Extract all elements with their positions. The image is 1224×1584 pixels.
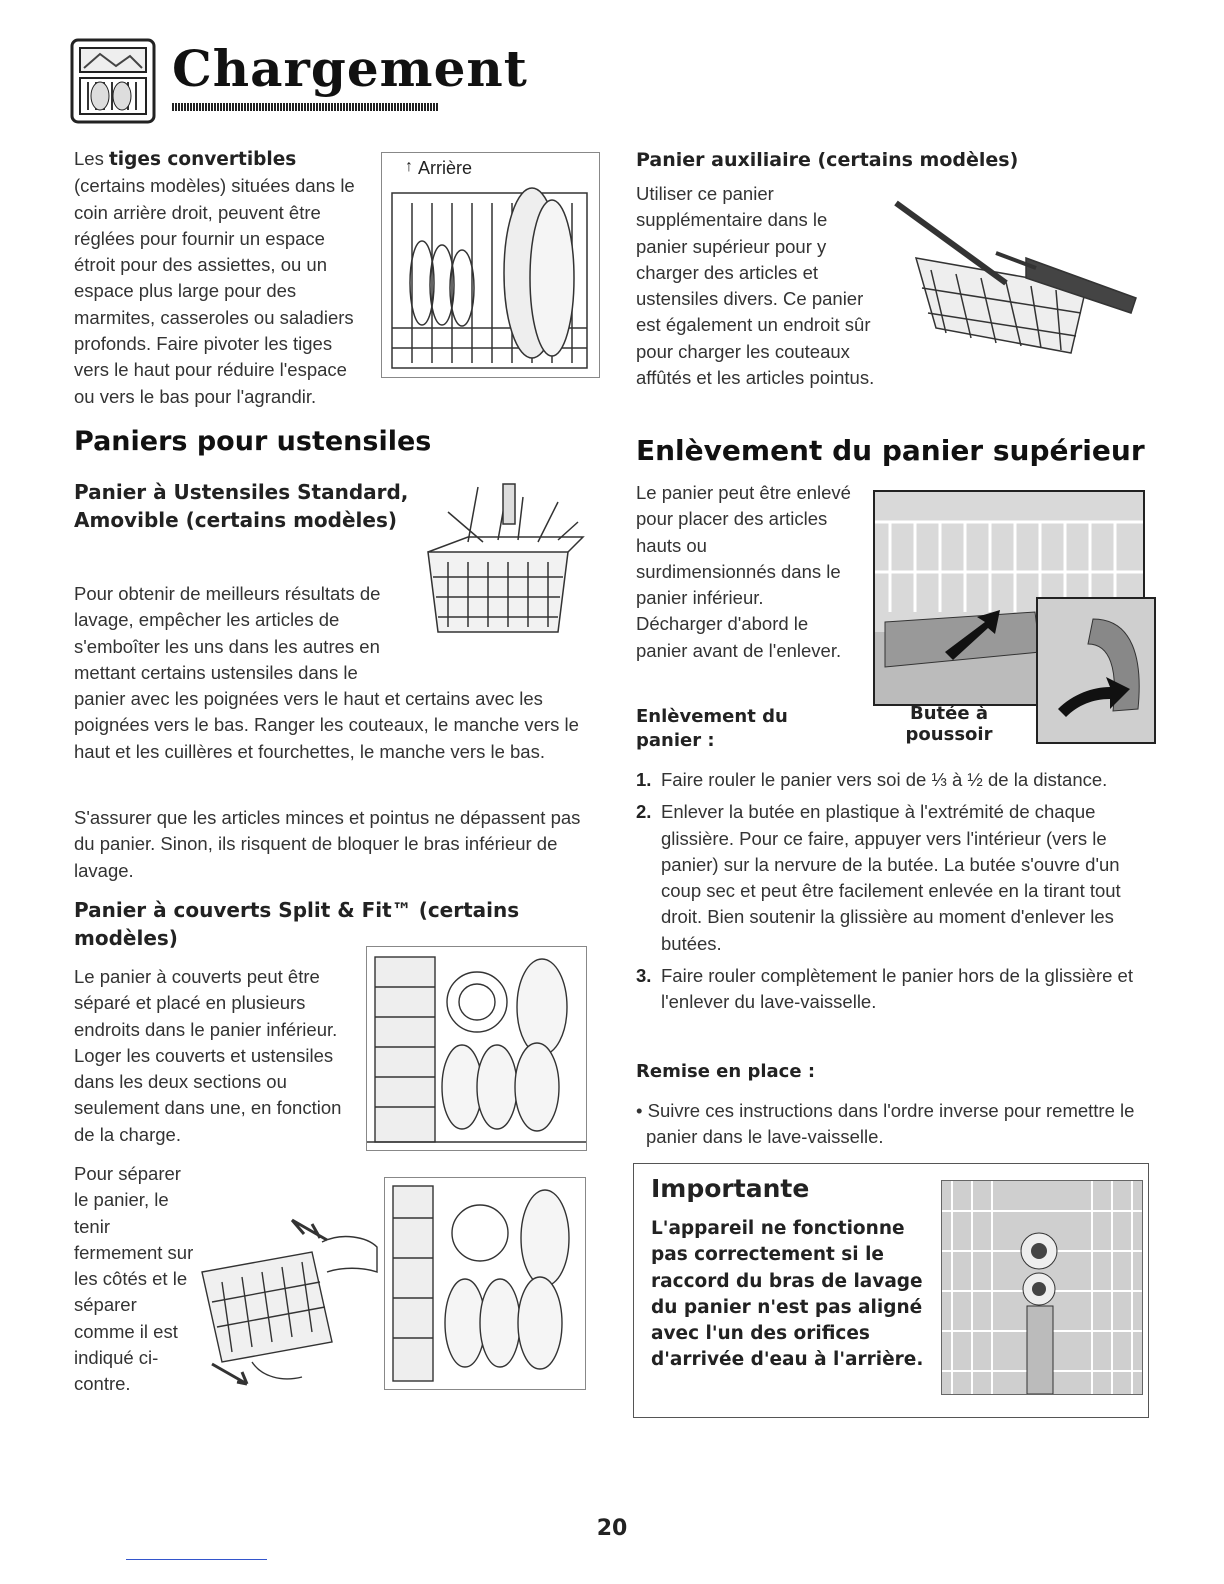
split-fit-heading: Panier à couverts Split & Fit™ (certains modèles) [74,898,520,950]
lower-rack-figure-1 [366,946,587,1151]
split-fit-para2-text: Pour séparer le panier, le tenir fermement sur les côtés et le séparer comme il est indiqué ci-contre. [74,1163,194,1395]
arrow-up-icon: ↑ [405,158,413,175]
step-2 [636,799,1151,957]
step-1-num: 1. [636,769,652,790]
enlevement-subheading: Enlèvement du panier : [636,706,788,751]
tiges-text-pre: Les [74,148,109,169]
title-underline [172,103,438,111]
step-3-text: Faire rouler complètement le panier hors de la glissière et l'enlever du lave-vaisselle. [661,965,1133,1013]
enlevement-intro: Le panier peut être enlevé pour placer des articles hauts ou surdimensionnés dans le panier inférieur. Décharger d'abord le panier avant de l'enlever. [636,482,851,661]
step-3-num: 3. [636,965,652,987]
dishwasher-icon [70,38,156,124]
remise-heading: Remise en place : [636,1061,816,1082]
butee-label: Butée à poussoir [905,703,993,745]
standard-para2: S'assurer que les articles minces et pointus ne dépassent pas du panier. Sinon, ils risquent de bloquer le bras inférieur de lavage. [74,807,581,881]
tiges-paragraph [74,146,579,410]
importante-heading: Importante [651,1174,810,1203]
auxiliaire-text: Utiliser ce panier supplémentaire dans le panier supérieur pour y charger des articles et ustensiles divers. Ce panier est également un endroit sûr pour charger les couteaux affûtés et les articles pointus. [636,183,875,389]
tiges-bold: tiges convertibles [108,149,297,170]
standard-para1 [74,581,584,765]
spray-arm-figure [941,1180,1143,1395]
page-title: Chargement [172,39,528,98]
standard-para1-text: Pour obtenir de meilleurs résultats de lavage, empêcher les articles de s'emboîter les uns dans les autres en mettant certains ustensiles dans le panier avec les poignées vers le haut et certains avec les poignées vers le bas. Ranger les couteaux, le manche vers le haut et les cuillères et fourchettes, le manche vers le bas. [74,583,579,762]
step-2-num: 2. [636,801,652,823]
importante-box [633,1163,1149,1418]
lower-rack-figure-2 [384,1177,586,1390]
aux-basket-figure [886,198,1146,358]
stop-detail-figure [1036,597,1156,744]
step-1-text: Faire rouler le panier vers soi de ⅓ à ½ de la distance. [661,769,1108,790]
paniers-heading: Paniers pour ustensiles [74,426,432,457]
enlevement-heading: Enlèvement du panier supérieur [636,434,1145,467]
auxiliaire-heading: Panier auxiliaire (certains modèles) [636,149,1019,171]
step-2-text: Enlever la butée en plastique à l'extrémité de chaque glissière. Pour ce faire, appuyer vers l'intérieur (vers le panier) sur la nervure de la butée. La butée s'ouvre d'un coup sec et peut être facilement enlevée en la tirant tout droit. Bien soutenir la glissière au moment d'enlever les butées. [661,801,1121,954]
enlevement-steps [636,767,1151,1022]
remise-text: • Suivre ces instructions dans l'ordre inverse pour remettre le panier dans le lave-vaisselle. [636,1100,1135,1148]
split-fit-para2 [74,1161,374,1398]
page-number: 20 [596,1516,628,1541]
rack-figure [381,152,600,378]
arriere-label: Arrière [418,158,473,178]
step-1 [636,767,1151,793]
split-fit-para1: Le panier à couverts peut être séparé et placé en plusieurs endroits dans le panier inférieur. Loger les couverts et ustensiles dans les deux sections ou seulement dans une, en fonction de la charge. [74,966,342,1145]
importante-text: L'appareil ne fonctionne pas correctement si le raccord du bras de lavage du panier n'est pas aligné avec l'un des orifices d'arrivée d'eau à l'arrière. [651,1218,924,1371]
step-3 [636,963,1151,1016]
tiges-text-post: (certains modèles) situées dans le coin arrière droit, peuvent être réglées pour fournir un espace étroit pour des assiettes, ou un espace plus large pour des marmites, casseroles ou saladiers profonds. Faire pivoter les tiges vers le haut pour réduire l'espace ou vers le bas pour l'agrandir. [74,175,355,407]
footer-rule [126,1559,267,1560]
standard-heading: Panier à Ustensiles Standard, Amovible (certains modèles) [74,480,409,532]
